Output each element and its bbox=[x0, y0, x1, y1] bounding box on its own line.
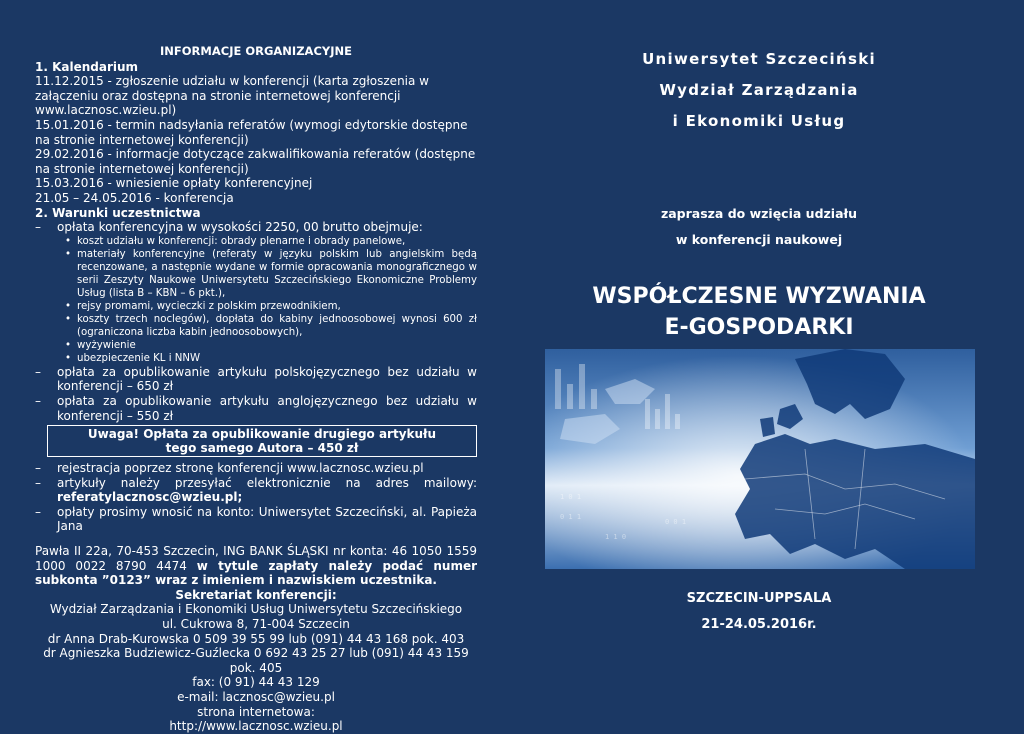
venue-and-dates bbox=[530, 586, 988, 638]
venue: SZCZECIN-UPPSALA bbox=[686, 591, 832, 606]
europe-map-image bbox=[545, 349, 975, 569]
contact-email-link[interactable]: e-mail: lacznosc@wzieu.pl bbox=[177, 690, 335, 704]
svg-text:1 1 0: 1 1 0 bbox=[605, 533, 627, 541]
invitation-line: w konferencji naukowej bbox=[675, 232, 843, 247]
secretariat bbox=[35, 588, 477, 734]
list-item: • koszty trzech noclegów), dopłata do kabiny jednoosobowej wynosi 600 zł (ograniczona liczba kabin jednoosobowych), bbox=[65, 313, 477, 339]
secretariat-line: dr Anna Drab-Kurowska 0 509 39 55 99 lub (091) 44 43 168 pok. 403 bbox=[47, 631, 465, 646]
payment-info: – opłaty prosimy wnosić na konto: Uniwersytet Szczeciński, al. Papieża Jana bbox=[35, 505, 477, 534]
conference-title-line: E-GOSPODARKI bbox=[664, 315, 854, 340]
website-link[interactable]: http://www.lacznosc.wzieu.pl bbox=[169, 719, 343, 734]
calendar-item: 15.03.2016 - wniesienie opłaty konferencyjnej bbox=[35, 176, 313, 191]
organizational-info-panel bbox=[35, 44, 477, 734]
secretariat-line: ul. Cukrowa 8, 71-004 Szczecin bbox=[162, 617, 350, 632]
secretariat-line: dr Agnieszka Budziewicz-Guźlecka 0 692 43 25 27 lub (091) 44 43 159 pok. 405 bbox=[43, 646, 469, 675]
university-name: Uniwersytet Szczeciński bbox=[642, 50, 876, 68]
calendar-item: 29.02.2016 - informacje dotyczące zakwalifikowania referatów (dostępne na stronie internetowej konferencji) bbox=[35, 147, 476, 176]
articles-text: artykuły należy przesyłać elektronicznie na adres mailowy: bbox=[57, 475, 477, 490]
info-heading: INFORMACJE ORGANIZACYJNE bbox=[160, 44, 352, 58]
secretariat-title: Sekretariat konferencji: bbox=[175, 587, 337, 602]
invitation bbox=[530, 201, 988, 253]
list-item: • wyżywienie bbox=[65, 339, 477, 352]
registration-info: – rejestracja poprzez stronę konferencji www.lacznosc.wzieu.pl bbox=[35, 461, 477, 476]
calendar-title: 1. Kalendarium bbox=[35, 59, 139, 74]
conditions-title: 2. Warunki uczestnictwa bbox=[35, 205, 201, 220]
fee-polish-article: – opłata za opublikowanie artykułu polskojęzycznego bez udziału w konferencji – 650 zł bbox=[35, 365, 477, 394]
invitation-line: zaprasza do wzięcia udziału bbox=[660, 206, 858, 221]
bank-account: Pawła II 22a, 70-453 Szczecin, ING BANK ŚLĄSKI nr konta: 46 1050 1559 1000 0022 8790 4474 bbox=[35, 544, 477, 573]
calendar-item: 21.05 – 24.05.2016 - konferencja bbox=[35, 190, 234, 205]
list-item: • materiały konferencyjne (referaty w języku polskim lub angielskim będą recenzowane, a następnie wydane w formie opracowania monograficznego w serii Zeszyty Naukowe Uniwersytetu Szczecińskiego Ekonomiczne Problemy Usług (lista B – KBN – 6 pkt.), bbox=[65, 248, 477, 300]
payment-title-note: w tytule zapłaty należy podać numer subkonta ”0123” wraz z imieniem i nazwiskiem uczestnika. bbox=[35, 558, 477, 588]
spacer bbox=[35, 534, 477, 544]
articles-submission bbox=[35, 476, 477, 505]
list-item: • rejsy promami, wycieczki z polskim przewodnikiem, bbox=[65, 300, 477, 313]
secretariat-line: strona internetowa: bbox=[197, 704, 315, 719]
articles-email-link[interactable]: referatylacznosc@wzieu.pl; bbox=[57, 490, 243, 505]
svg-text:0 1 1: 0 1 1 bbox=[560, 513, 582, 521]
faculty-name-line: Wydział Zarządzania bbox=[659, 81, 859, 99]
notice-line: Uwaga! Opłata za opublikowanie drugiego artykułu bbox=[87, 427, 437, 442]
secretariat-line: fax: (0 91) 44 43 129 bbox=[192, 675, 320, 690]
svg-text:0 0 1: 0 0 1 bbox=[665, 518, 687, 526]
title-panel bbox=[530, 44, 988, 343]
secretariat-line: Wydział Zarządzania i Ekonomiki Usług Uniwersytetu Szczecińskiego bbox=[49, 602, 463, 617]
faculty-name-line: i Ekonomiki Usług bbox=[672, 112, 846, 130]
calendar-item: 15.01.2016 - termin nadsyłania referatów (wymogi edytorskie dostępne na stronie internetowej konferencji) bbox=[35, 117, 468, 147]
payment-details bbox=[35, 544, 477, 588]
notice-line: tego samego Autora – 450 zł bbox=[165, 441, 359, 456]
fee-english-article: – opłata za opublikowanie artykułu anglojęzycznego bez udziału w konferencji – 550 zł bbox=[35, 394, 477, 423]
calendar-item: 11.12.2015 - zgłoszenie udziału w konferencji (karta zgłoszenia w załączeniu oraz dostępna na stronie internetowej konferencji www.lacznosc.wzieu.pl) bbox=[35, 74, 429, 118]
list-item: • koszt udziału w konferencji: obrady plenarne i obrady panelowe, bbox=[65, 235, 477, 248]
list-item: • ubezpieczenie KL i NNW bbox=[65, 352, 477, 365]
conference-dates: 21-24.05.2016r. bbox=[701, 617, 817, 632]
conference-title bbox=[530, 281, 988, 343]
notice-box bbox=[47, 425, 477, 457]
fee-intro: – opłata konferencyjna w wysokości 2250, 00 brutto obejmuje: bbox=[35, 220, 477, 235]
svg-text:1 0 1: 1 0 1 bbox=[560, 493, 582, 501]
conference-title-line: WSPÓŁCZESNE WYZWANIA bbox=[592, 284, 926, 309]
fee-includes-list bbox=[35, 235, 477, 365]
